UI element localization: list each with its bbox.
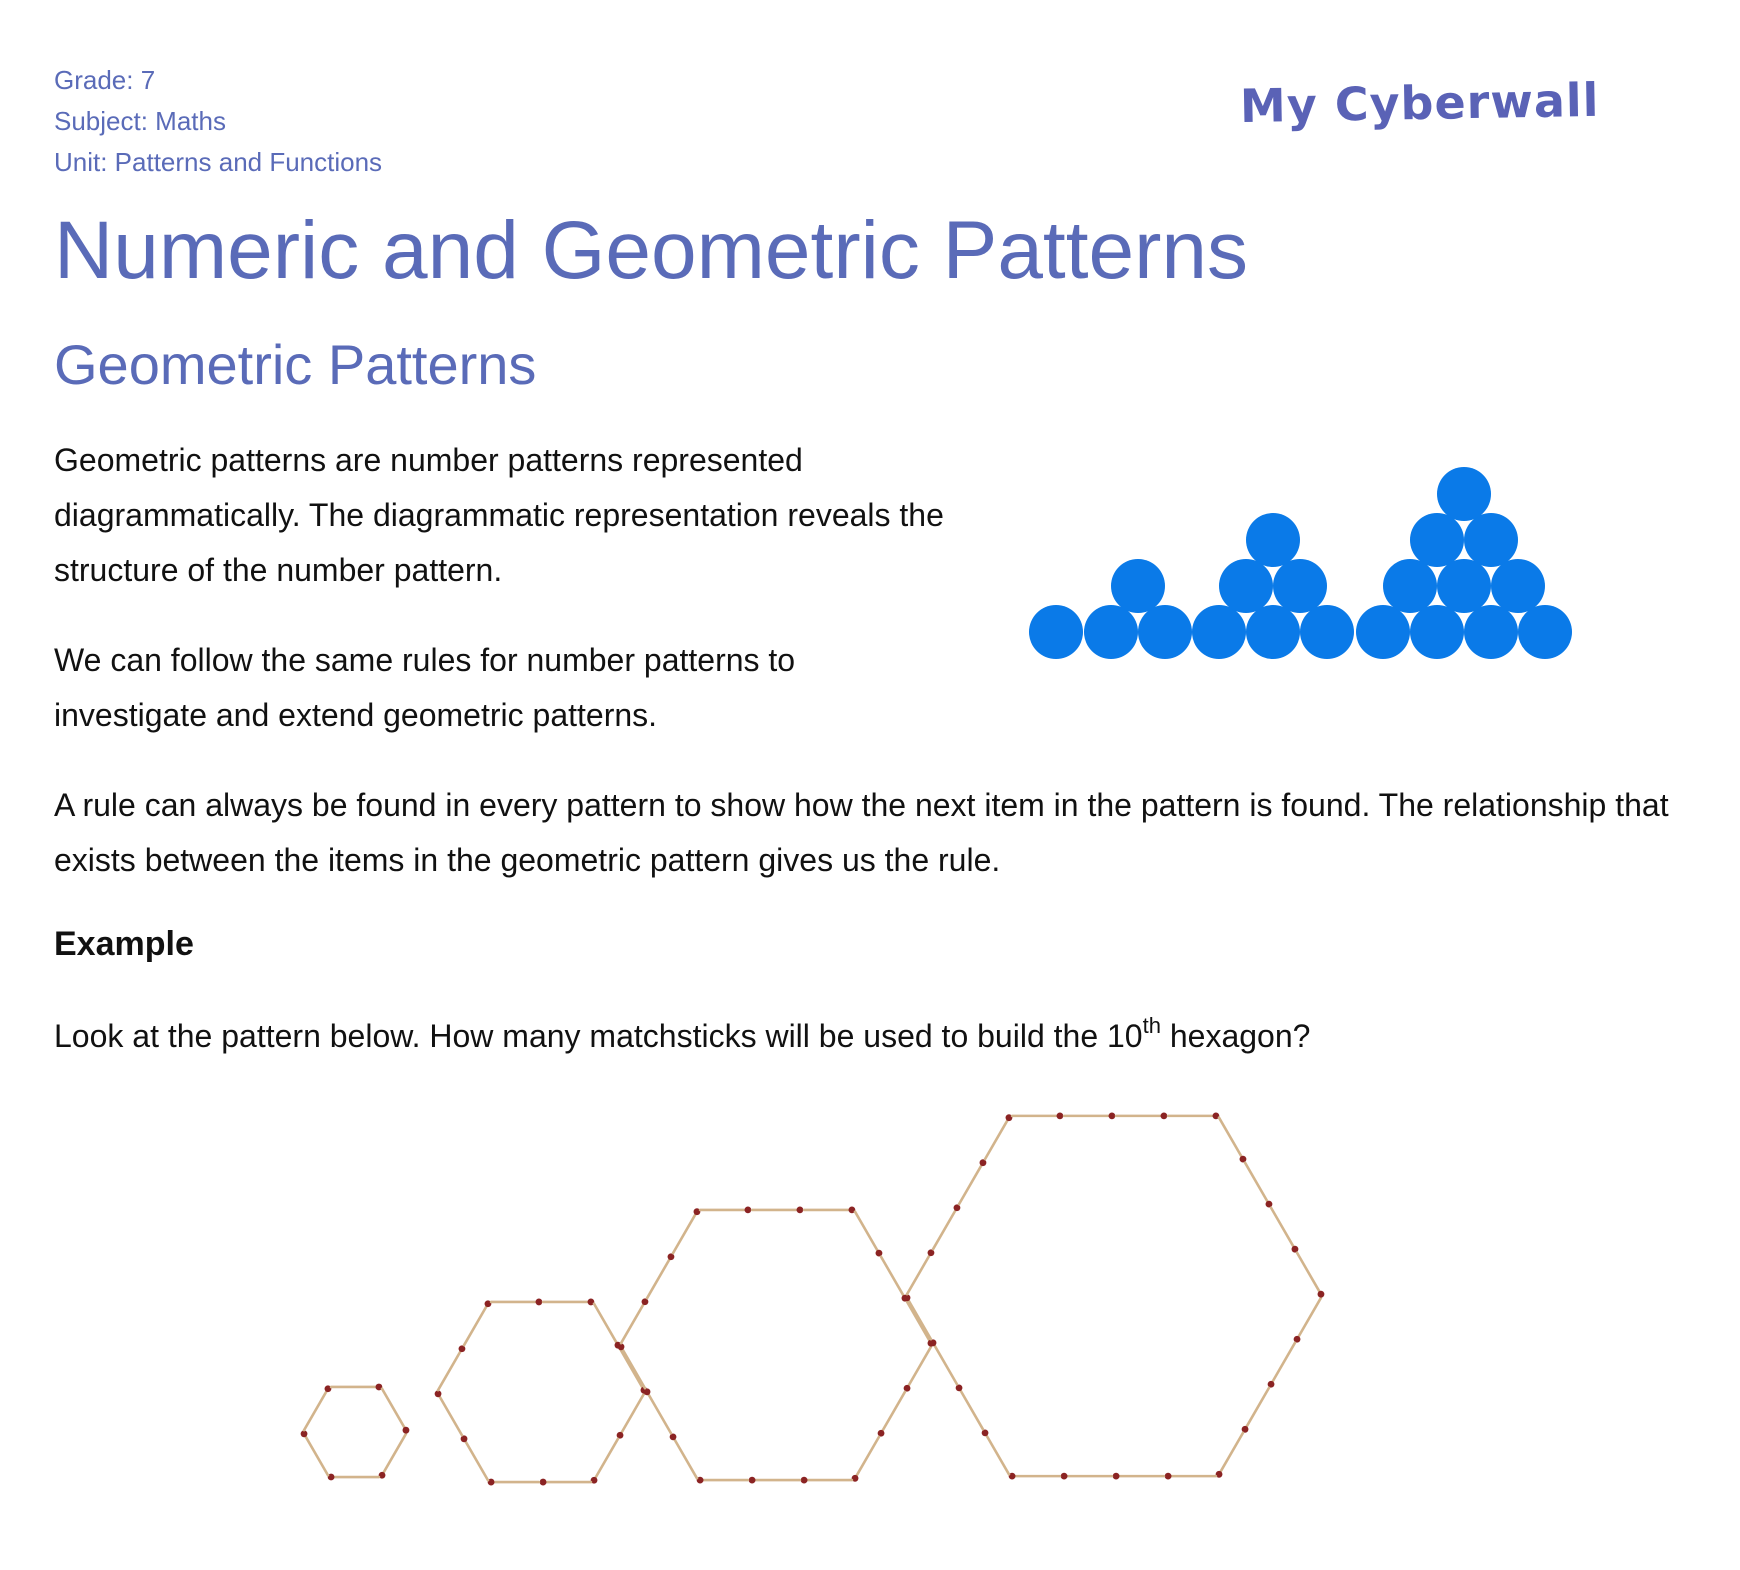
hexagon-1 <box>301 1384 410 1481</box>
matchstick <box>301 1430 328 1475</box>
matchstick <box>1012 1112 1063 1119</box>
matchstick <box>591 1439 618 1484</box>
matchstick <box>540 1479 591 1486</box>
matchstick <box>1216 1433 1243 1478</box>
matchstick <box>1061 1473 1112 1480</box>
matchstick <box>697 1477 748 1484</box>
matchstick <box>752 1207 803 1214</box>
matchstick <box>464 1300 491 1345</box>
matchstick <box>1168 1112 1219 1119</box>
matchstick <box>379 1434 406 1479</box>
matchstick <box>1064 1112 1115 1119</box>
matchstick <box>982 1430 1009 1475</box>
section-title: Geometric Patterns <box>54 333 537 396</box>
matchstick <box>959 1159 986 1204</box>
cyberwall-logo: My Cyberwall <box>1239 72 1600 134</box>
unit-label: Unit: Patterns and Functions <box>54 147 383 177</box>
matchstick <box>1116 1112 1167 1119</box>
matchstick <box>647 1253 674 1298</box>
question-text: Look at the pattern below. How many matchsticks will be used to build the 10 <box>54 1018 1143 1054</box>
matchstick <box>985 1114 1012 1159</box>
matchstick <box>878 1392 905 1437</box>
matchstick <box>801 1477 852 1484</box>
relationship-paragraph: A rule can always be found in every pattern to show how the next item in the pattern is found. The relationship that exists between the items in the geometric pattern gives us the rule. <box>54 787 1669 878</box>
matchstick <box>644 1388 671 1433</box>
matchstick <box>956 1384 983 1429</box>
matchstick <box>382 1389 409 1434</box>
matchstick <box>933 1204 960 1249</box>
matchstick <box>930 1339 957 1384</box>
matchstick <box>907 1249 934 1294</box>
matchstick <box>491 1299 542 1306</box>
matchstick <box>904 1347 931 1392</box>
example-heading: Example <box>54 925 194 963</box>
matchstick <box>1294 1298 1321 1343</box>
matchstick <box>1219 1118 1246 1163</box>
matchstick <box>438 1345 465 1390</box>
matchstick <box>1009 1473 1060 1480</box>
matchstick <box>618 1343 645 1388</box>
matchstick <box>488 1479 539 1486</box>
matchstick <box>1245 1163 1272 1208</box>
matchstick <box>435 1390 462 1435</box>
matchstick <box>1165 1473 1216 1480</box>
matchstick <box>1271 1208 1298 1253</box>
question-superscript: th <box>1142 1013 1161 1038</box>
grade-label: Grade: 7 <box>54 65 156 95</box>
hexagon-3 <box>618 1207 935 1484</box>
matchstick <box>1113 1473 1164 1480</box>
matchstick <box>904 1294 931 1339</box>
matchstick <box>331 1384 382 1391</box>
matchstick <box>855 1212 882 1257</box>
rules-paragraph: We can follow the same rules for number patterns to investigate and extend geometric patterns. <box>54 642 796 733</box>
matchstick <box>1268 1343 1295 1388</box>
matchstick <box>543 1299 594 1306</box>
matchstick <box>700 1207 751 1214</box>
matchstick <box>804 1207 855 1214</box>
matchstick <box>1242 1388 1269 1433</box>
intro-paragraph: Geometric patterns are number patterns represented diagrammatically. The diagrammatic representation reveals the structure of the number pattern. <box>54 442 944 588</box>
matchstick <box>328 1474 379 1481</box>
page-title: Numeric and Geometric Patterns <box>54 205 1249 296</box>
matchstick <box>881 1257 908 1302</box>
matchstick <box>461 1435 488 1480</box>
matchstick <box>617 1394 644 1439</box>
matchstick <box>670 1433 697 1478</box>
matchstick <box>673 1208 700 1253</box>
matchstick <box>594 1304 621 1349</box>
matchstick <box>304 1385 331 1430</box>
matchstick <box>1297 1253 1324 1298</box>
subject-label: Subject: Maths <box>54 106 226 136</box>
matchstick <box>749 1477 800 1484</box>
matchstick <box>852 1437 879 1482</box>
hexagon-4 <box>904 1112 1325 1479</box>
matchstick <box>621 1298 648 1343</box>
hexagon-2 <box>435 1299 648 1486</box>
question-text-end: hexagon? <box>1160 1018 1311 1054</box>
